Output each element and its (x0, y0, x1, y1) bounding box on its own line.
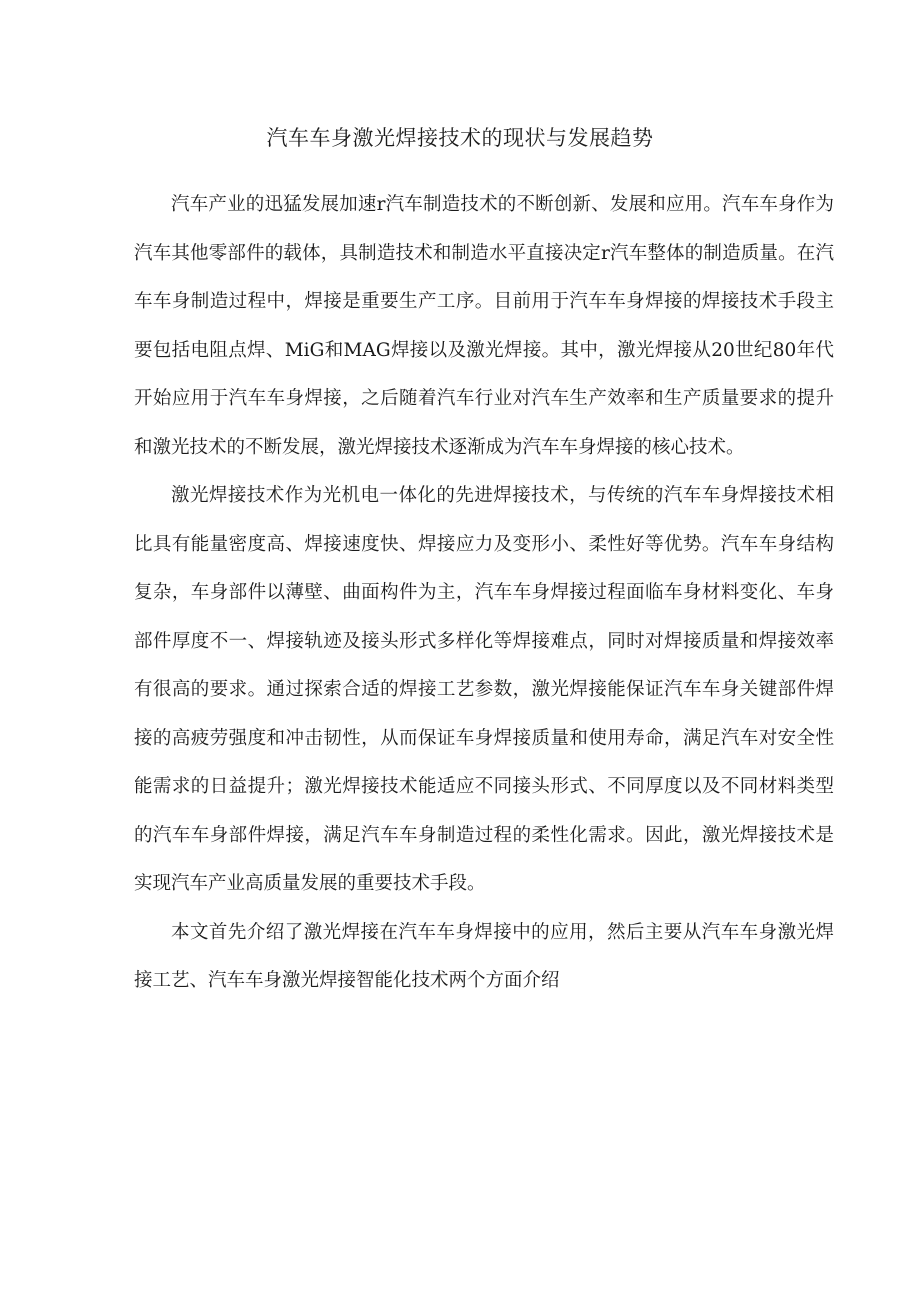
document-title: 汽车车身激光焊接技术的现状与发展趋势 (266, 126, 654, 150)
paragraph-1: 汽车产业的迅猛发展加速r汽车制造技术的不断创新、发展和应用。汽车车身作为汽车其他零部件的载体，具制造技术和制造水平直接决定r汽车整体的制造质量。在汽车车身制造过程中，焊接是重要生产工序。目前用于汽车车身焊接的焊接技术手段主要包括电阻点焊、MiG和MAG焊接以及激光焊接。其中，激光焊接从20世纪80年代开始应用于汽车车身焊接，之后随着汽车行业对汽车生产效率和生产质量要求的提升和激光技术的不断发展，激光焊接技术逐渐成为汽车车身焊接的核心技术。 (134, 194, 834, 458)
paragraph-3: 本文首先介绍了激光焊接在汽车车身焊接中的应用，然后主要从汽车车身激光焊接工艺、汽车车身激光焊接智能化技术两个方面介绍 (134, 921, 834, 991)
document-body (134, 181, 834, 1006)
paragraph-2: 激光焊接技术作为光机电一体化的先进焊接技术，与传统的汽车车身焊接技术相比具有能量密度高、焊接速度快、焊接应力及变形小、柔性好等优势。汽车车身结构复杂，车身部件以薄壁、曲面构件为主，汽车车身焊接过程面临车身材料变化、车身部件厚度不一、焊接轨迹及接头形式多样化等焊接难点，同时对焊接质量和焊接效率有很高的要求。通过探索合适的焊接工艺参数，激光焊接能保证汽车车身关键部件焊接的高疲劳强度和冲击韧性，从而保证车身焊接质量和使用寿命，满足汽车对安全性能需求的日益提升；激光焊接技术能适应不同接头形式、不同厚度以及不同材料类型的汽车车身部件焊接，满足汽车车身制造过程的柔性化需求。因此，激光焊接技术是实现汽车产业高质量发展的重要技术手段。 (134, 485, 834, 894)
